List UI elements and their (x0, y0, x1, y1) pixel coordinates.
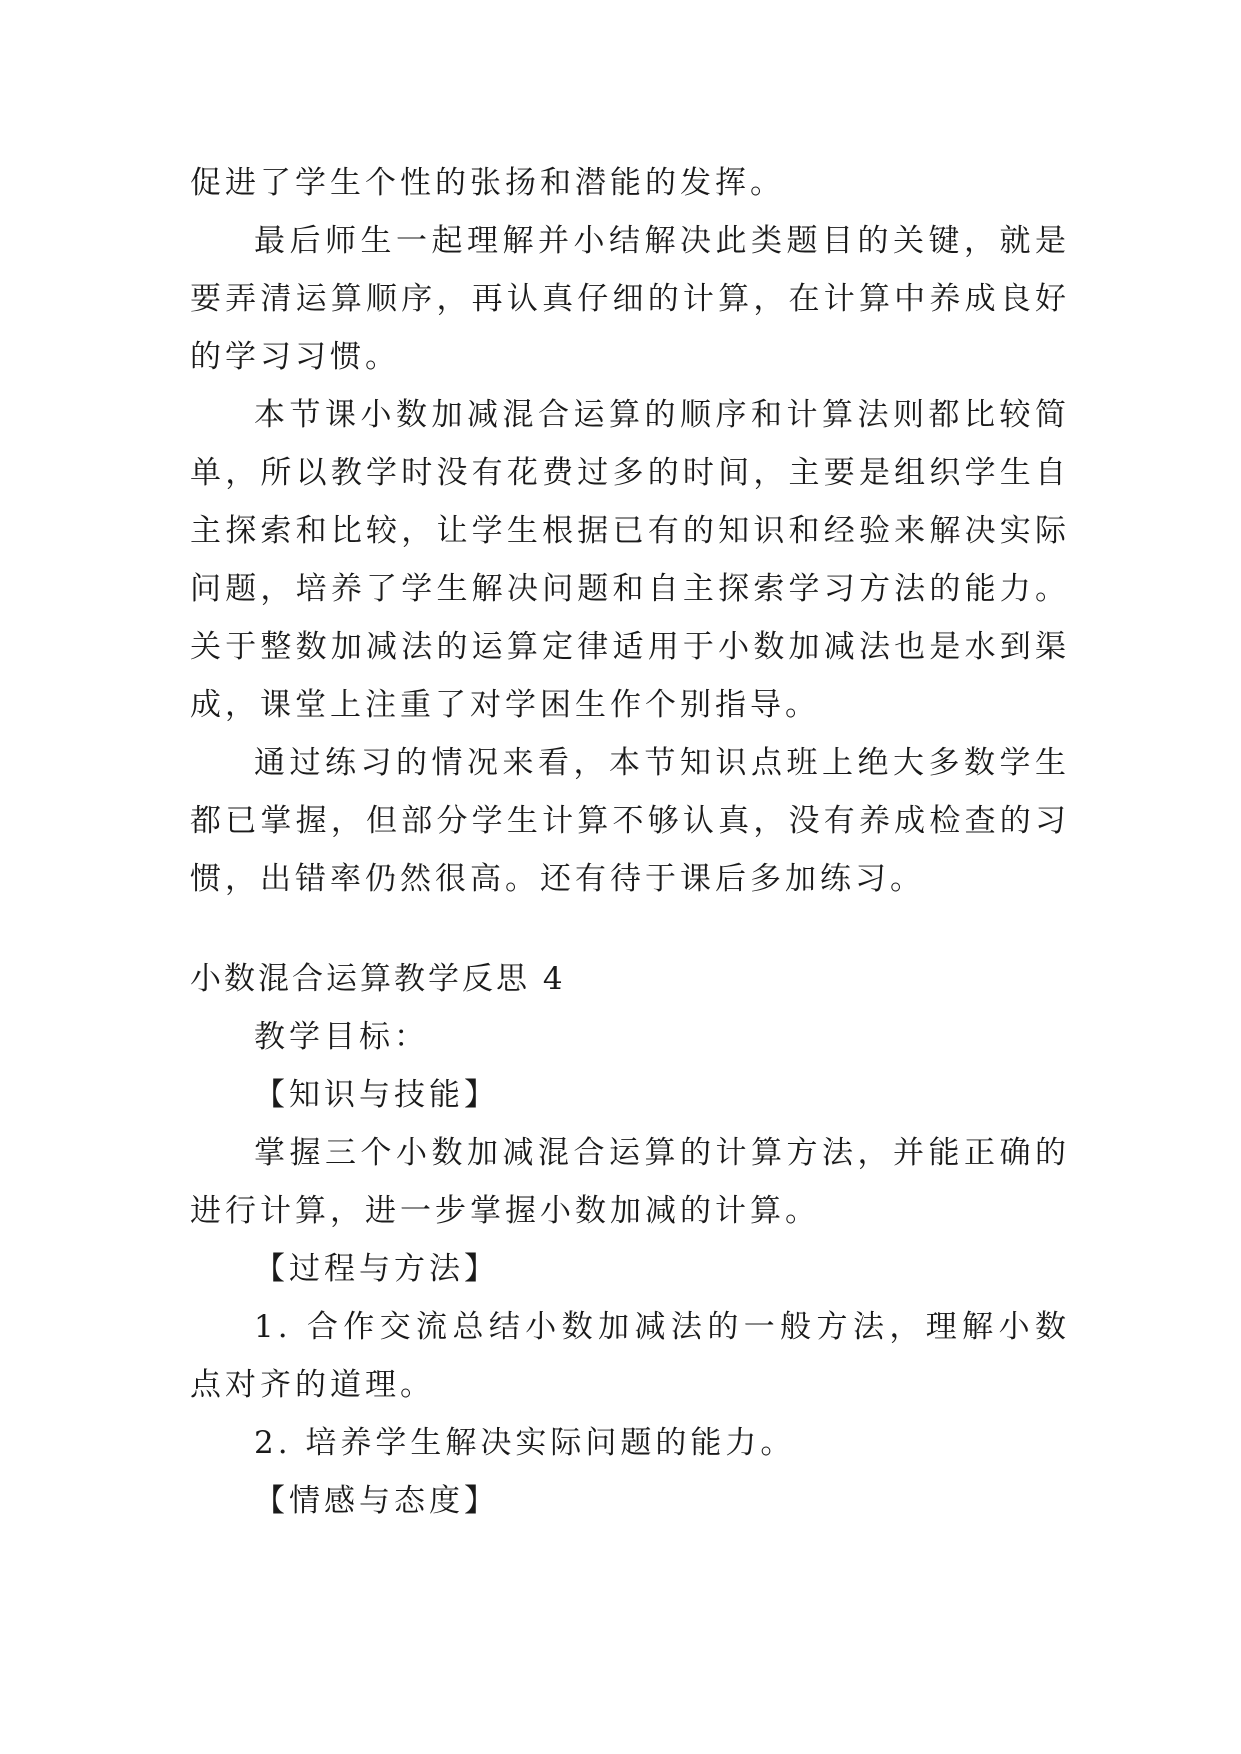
knowledge-text: 掌握三个小数加减混合运算的计算方法，并能正确的进行计算，进一步掌握小数加减的计算。 (190, 1135, 1070, 1229)
paragraph-summary: 最后师生一起理解并小结解决此类题目的关键，就是要弄清运算顺序，再认真仔细的计算，在计算中养成良好的学习习惯。 (190, 223, 1070, 375)
knowledge-heading: 【知识与技能】 (254, 1077, 499, 1113)
emotion-heading: 【情感与态度】 (254, 1483, 499, 1519)
document-body (190, 154, 1070, 1530)
section-title: 小数混合运算教学反思 4 (190, 961, 566, 997)
objectives-label: 教学目标： (254, 1019, 429, 1055)
paragraph-practice: 通过练习的情况来看，本节知识点班上绝大多数学生都已掌握，但部分学生计算不够认真，没有养成检查的习惯，出错率仍然很高。还有待于课后多加练习。 (190, 745, 1070, 897)
paragraph-continued: 促进了学生个性的张扬和潜能的发挥。 (190, 165, 785, 201)
paragraph-reflection: 本节课小数加减混合运算的顺序和计算法则都比较简单，所以教学时没有花费过多的时间，主要是组织学生自主探索和比较，让学生根据已有的知识和经验来解决实际问题，培养了学生解决问题和自主探索学习方法的能力。关于整数加减法的运算定律适用于小数加减法也是水到渠成，课堂上注重了对学困生作个别指导。 (190, 397, 1070, 723)
process-heading: 【过程与方法】 (254, 1251, 499, 1287)
process-item-2: 2. 培养学生解决实际问题的能力。 (254, 1425, 796, 1461)
process-item-1: 1. 合作交流总结小数加减法的一般方法，理解小数点对齐的道理。 (190, 1309, 1070, 1403)
